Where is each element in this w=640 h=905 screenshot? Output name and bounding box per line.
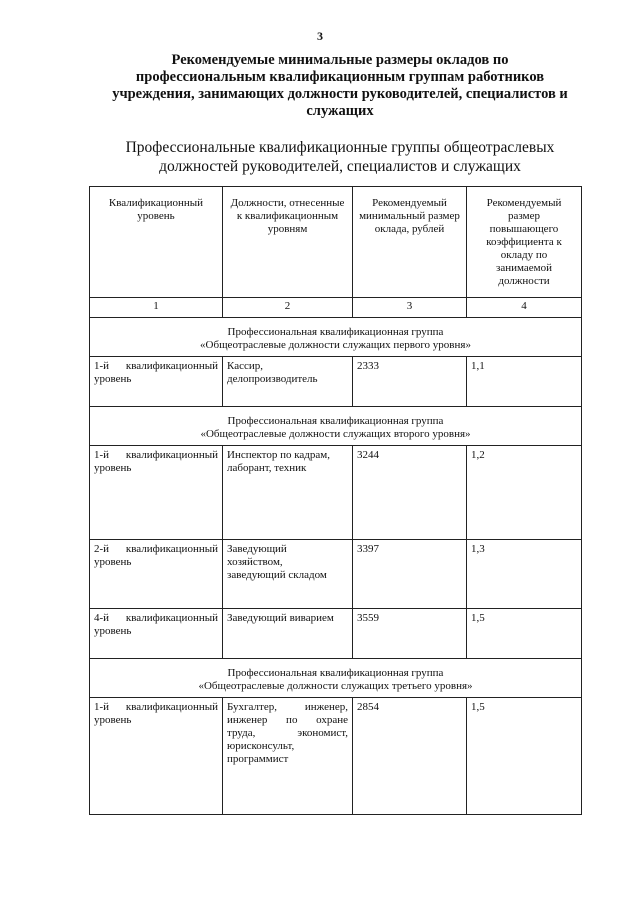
- coefficient-cell: 1,1: [467, 357, 582, 407]
- group-title: Профессиональная квалификационная группа «Общеотраслевые должности служащих третьего уровня»: [90, 659, 582, 698]
- header-cell-positions: Должности, отнесенные к квалификационным уровням: [223, 187, 353, 298]
- table-row: [90, 446, 582, 540]
- title-line: служащих: [306, 103, 374, 119]
- document-title: [95, 52, 585, 120]
- level-cell: 2-й квалификационный уровень: [90, 540, 223, 609]
- group-header-row: [90, 407, 582, 446]
- table-header-row: [90, 187, 582, 298]
- title-line: Рекомендуемые минимальные размеры окладов по: [171, 52, 509, 68]
- positions-cell: Кассир, делопроизводитель: [223, 357, 353, 407]
- column-number: 3: [353, 298, 467, 318]
- group-header-row: [90, 318, 582, 357]
- column-number: 2: [223, 298, 353, 318]
- page-number: 3: [317, 29, 323, 43]
- column-number: 4: [467, 298, 582, 318]
- positions-cell: Заведующий виварием: [223, 609, 353, 659]
- table-row: [90, 540, 582, 609]
- group-title: Профессиональная квалификационная группа «Общеотраслевые должности служащих первого уровня»: [90, 318, 582, 357]
- positions-cell: Бухгалтер, инженер, инженер по охране труда, экономист, юрисконсульт, программист: [223, 698, 353, 815]
- coefficient-cell: 1,3: [467, 540, 582, 609]
- level-cell: 1-й квалификационный уровень: [90, 357, 223, 407]
- salary-cell: 2333: [353, 357, 467, 407]
- salary-table: [89, 186, 582, 815]
- salary-cell: 2854: [353, 698, 467, 815]
- salary-cell: 3559: [353, 609, 467, 659]
- group-header-row: [90, 659, 582, 698]
- salary-cell: 3397: [353, 540, 467, 609]
- table-row: [90, 698, 582, 815]
- level-cell: 1-й квалификационный уровень: [90, 698, 223, 815]
- coefficient-cell: 1,5: [467, 609, 582, 659]
- coefficient-cell: 1,5: [467, 698, 582, 815]
- level-cell: 4-й квалификационный уровень: [90, 609, 223, 659]
- title-line: учреждения, занимающих должности руководителей, специалистов и: [112, 86, 568, 102]
- header-cell-salary: Рекомендуемый минимальный размер оклада, рублей: [353, 187, 467, 298]
- document-subtitle: [80, 138, 600, 176]
- table-row: [90, 609, 582, 659]
- group-title: Профессиональная квалификационная группа «Общеотраслевые должности служащих второго уровня»: [90, 407, 582, 446]
- subtitle-line: Профессиональные квалификационные группы общеотраслевых: [125, 139, 555, 156]
- salary-cell: 3244: [353, 446, 467, 540]
- subtitle-line: должностей руководителей, специалистов и служащих: [159, 158, 521, 175]
- column-number: 1: [90, 298, 223, 318]
- column-number-row: [90, 298, 582, 318]
- level-cell: 1-й квалификационный уровень: [90, 446, 223, 540]
- header-cell-coefficient: Рекомендуемый размер повышающего коэффициента к окладу по занимаемой должности: [467, 187, 582, 298]
- table-row: [90, 357, 582, 407]
- coefficient-cell: 1,2: [467, 446, 582, 540]
- header-cell-level: Квалификационный уровень: [90, 187, 223, 298]
- title-line: профессиональным квалификационным группам работников: [135, 69, 545, 85]
- positions-cell: Инспектор по кадрам, лаборант, техник: [223, 446, 353, 540]
- positions-cell: Заведующий хозяйством, заведующий складом: [223, 540, 353, 609]
